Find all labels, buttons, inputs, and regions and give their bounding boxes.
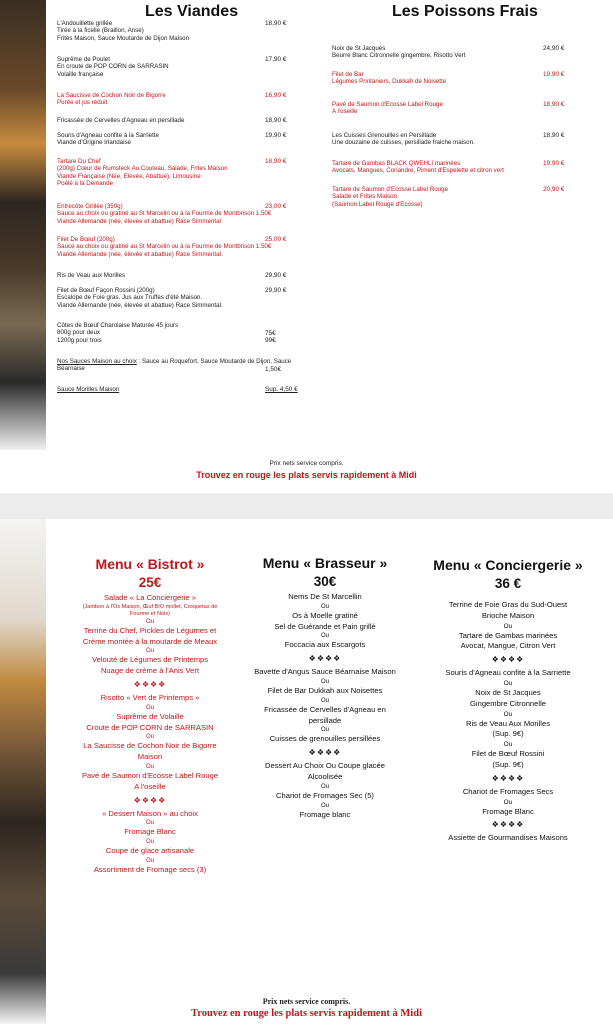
menu-line: Risotto « Vert de Printemps » xyxy=(100,692,200,702)
menu-page-carte xyxy=(0,0,613,493)
viande-item-name: Côtes de Bœuf Charolaise Maturée 45 jours xyxy=(57,322,179,329)
cote-boeuf-price: 75€ xyxy=(265,330,276,337)
menu-line: Ou xyxy=(320,678,329,685)
section-divider: ❖❖❖❖ xyxy=(491,655,525,665)
menu-line: Ou xyxy=(503,798,513,806)
poisson-item-name: Les Cuisses Grenouilles en Persillade xyxy=(332,132,437,139)
footer-red-note: Trouvez en rouge les plats servis rapidement à Midi xyxy=(196,470,417,480)
viande-item-desc: Viande d'Origine Irlandaise xyxy=(57,139,131,147)
menu-line: Dessert Au Choix Ou Coupe glacée xyxy=(265,761,385,771)
viande-item xyxy=(57,92,166,107)
menu-line: Ou xyxy=(145,648,154,655)
poisson-item-desc: Une douzaine de cuisses, persillade fraiche maison. xyxy=(332,139,475,147)
menu-line: Chariot de Fromages Secs xyxy=(462,786,554,796)
menu-line: Ou xyxy=(320,802,329,809)
viande-item-desc: Frites Maison, Sauce Moutarde de Dijon Maison xyxy=(57,34,190,42)
menu-line: persillade xyxy=(308,715,342,725)
menu-line: Terrine de Foie Gras du Sud-Ouest xyxy=(448,600,568,609)
viande-item-desc: Viande Française (Née, Elevée, Abattue), Limousine xyxy=(57,172,201,180)
poisson-item-price: 20,90 € xyxy=(543,186,565,193)
menu-line: Ou xyxy=(503,679,513,687)
menu-line: Ou xyxy=(503,622,513,630)
viande-item-price: 29,90 € xyxy=(265,287,287,294)
viande-item-desc: 800g pour deux xyxy=(57,329,101,337)
viande-item xyxy=(57,158,228,188)
viande-item-price: 16,90 € xyxy=(265,92,287,99)
viande-item xyxy=(57,132,159,147)
viande-item-desc: En croute de POP CORN de SARRASIN xyxy=(57,63,169,71)
menu-line: Pavé de Saumon d'Ecosse Label Rouge xyxy=(81,770,219,780)
viande-item-desc: Viande Allemande (née, élevée et abattue) Race Simmental. xyxy=(57,250,223,258)
poisson-item-desc: A l'oseille xyxy=(332,108,358,116)
menu-line: Ou xyxy=(145,734,154,741)
poisson-item-desc: (Saumon Label Rouge d'Ecosse) xyxy=(332,200,423,208)
menu-brasseur-title: Menu « Brasseur » xyxy=(262,555,388,571)
menu-line: Avocat, Mangue, Citron Vert xyxy=(460,641,556,651)
menu-line: Ou xyxy=(145,763,154,770)
viande-item-name: Tartare Du Chef xyxy=(57,158,101,165)
viande-item-name: Entrecôte Grillée (350g) xyxy=(57,203,123,210)
poisson-item xyxy=(332,186,448,208)
menu-line: Os à Moelle gratiné xyxy=(292,610,358,620)
menu-line: Gingembre Citronnelle xyxy=(470,698,546,708)
menu-line: Ou xyxy=(320,603,329,610)
viande-item-name: Suprême de Poulet xyxy=(57,56,110,63)
menu-line: Assiette de Gourmandises Maisons xyxy=(448,833,568,843)
footer-note: Prix nets service compris. xyxy=(269,460,344,467)
poisson-item-price: 19,90 € xyxy=(543,71,565,78)
viande-item-desc: Escalope de Foie gras. Jus aux Truffes d'été Maison. xyxy=(57,294,203,302)
menu-line: Souris d'Agneau confite à la Sarriette xyxy=(445,668,571,678)
menu-line: Fricassée de Cervelles d'Agneau en xyxy=(264,704,386,714)
viande-item-price: 17,90 € xyxy=(265,56,287,63)
viande-item-desc: Volaille française xyxy=(57,70,104,78)
poisson-item-name: Pavé de Saumon d'Ecosse Label Rouge xyxy=(332,101,443,108)
poisson-item-name: Tartare de Gambas BLACK QWEHLI marinées xyxy=(332,160,461,167)
viande-item-price: 29,90 € xyxy=(265,272,287,279)
menu-line: La Saucisse de Cochon Noir de Bigorre xyxy=(83,741,217,751)
menu-line: Ou xyxy=(145,618,154,625)
menu-line: Nems De St Marcellin xyxy=(288,592,362,601)
viande-item xyxy=(57,20,189,42)
viande-item-desc: Poêlé à la Demande xyxy=(57,180,114,188)
food-photo-strip xyxy=(0,0,46,450)
viande-item-desc: Purée et jus réduit xyxy=(57,99,108,107)
menu-line: Ou xyxy=(145,839,154,846)
poisson-item xyxy=(332,101,443,116)
poisson-item xyxy=(332,45,465,60)
section-divider: ❖❖❖❖ xyxy=(308,654,342,664)
menu-line: Filet de Bar Dukkah aux Noisettes xyxy=(267,685,383,695)
poisson-item-price: 18,90 € xyxy=(543,132,565,139)
menu-line: Ou xyxy=(145,820,154,827)
viande-item-name: Fricassée de Cervelles d'Agneau en persillade xyxy=(57,117,185,124)
menu-line: Cuisses de grenouilles persillées xyxy=(269,734,381,744)
viande-item xyxy=(57,272,125,279)
menu-line: Salade « La Conciergerie » xyxy=(103,593,197,602)
menu-line: (Jambon à l'Os Maison, Œuf BIO mollet, Croquetas de xyxy=(82,603,218,610)
viandes-title: Les Viandes xyxy=(145,3,239,20)
menu-conciergerie-price: 36 € xyxy=(494,576,522,591)
menu-brasseur xyxy=(235,555,415,820)
poisson-item-name: Noix de St Jacques xyxy=(332,45,386,52)
menu-line: Alcoolisée xyxy=(307,771,343,781)
poisson-item-desc: Avocats, Mangues, Coriandre, Piment d'Espelette et citron vert xyxy=(332,167,504,175)
viande-item-name: Filet de Bœuf Façon Rossini (200g) xyxy=(57,287,155,294)
morilles-line: Sauce Morilles Maison xyxy=(57,386,120,393)
poisson-item-price: 18,90 € xyxy=(543,101,565,108)
menu-conciergerie-title: Menu « Conciergerie » xyxy=(433,557,583,573)
viande-item-price: 25,00 € xyxy=(265,236,287,243)
menu-line: Fromage Blanc xyxy=(482,806,534,816)
footer-red-note: Trouvez en rouge les plats servis rapidement à Midi xyxy=(191,1008,422,1019)
menu-line: Filet de Bœuf Rossini xyxy=(471,749,545,759)
section-divider: ❖❖❖❖ xyxy=(308,748,342,758)
menu-line: Velouté de Légumes de Printemps xyxy=(91,655,209,665)
viande-item-name: Filet De Bœuf (200g) xyxy=(57,236,115,243)
page-separator xyxy=(0,493,613,519)
viande-item-desc: Tirée à la ficelle (Braillon, Anse) xyxy=(57,27,144,35)
viande-item xyxy=(57,287,223,309)
viande-item-name: La Saucisse de Cochon Noir de Bigorre xyxy=(57,92,166,99)
menu-brasseur-price: 30€ xyxy=(313,574,337,589)
menu-line: Ou xyxy=(145,704,154,711)
menu-line: Fromage Blanc xyxy=(124,827,176,837)
section-divider: ❖❖❖❖ xyxy=(491,820,525,830)
poisson-item xyxy=(332,71,446,86)
viande-item-price: 23,00 € xyxy=(265,203,287,210)
menu-line: Suprême de Volaille xyxy=(116,711,184,721)
menu-line: Ou xyxy=(320,633,329,640)
menu-line: Ou xyxy=(503,710,513,718)
menu-line: Ou xyxy=(320,727,329,734)
viande-item-price: 18,90 € xyxy=(265,117,287,124)
menu-line: Coupe de glace artisanale xyxy=(105,846,195,856)
poisson-item xyxy=(332,132,475,147)
viande-item-price: 18,90 € xyxy=(265,20,287,27)
menu-bistrot-title: Menu « Bistrot » xyxy=(95,556,205,572)
viande-item-desc: Sauce au choix ou gratiné au St Marcelin ou à la Fourme de Montbrison 1.50€ xyxy=(57,243,272,251)
viande-item-desc: Sauce au choix ou gratiné au St Marcelin ou à la Fourme de Montbrison 1.50€ xyxy=(57,210,272,218)
menu-bistrot-price: 25€ xyxy=(138,575,162,590)
menu-line: Ou xyxy=(503,741,513,749)
menu-line: (Sup. 9€) xyxy=(492,759,524,769)
poisson-item xyxy=(332,160,504,175)
menu-line: Brioche Maison xyxy=(481,610,535,620)
viande-item xyxy=(57,203,271,225)
viande-item-desc: Viande Allemande (née, élevée et abattue) Race Simmental. xyxy=(57,301,223,309)
menu-line: « Dessert Maison » au choix xyxy=(102,808,198,818)
menu-line: Fourme et Noix) xyxy=(129,610,171,617)
food-photo-strip xyxy=(0,519,46,1024)
viande-item-price: 18,90 € xyxy=(265,158,287,165)
poisson-item-desc: Légumes Printaniers, Dukkah de Noisette xyxy=(332,78,447,86)
menu-line: Sel de Guérande et Pain grillé xyxy=(274,621,376,631)
viande-item xyxy=(57,117,184,124)
viande-item-name: Souris d'Agneau confite à la Sarriette xyxy=(57,132,159,139)
sauces-line: Nos Sauces Maison au choix : Sauce au Roquefort, Sauce Moutarde de Dijon, Sauce Béarnaise xyxy=(57,358,292,373)
menu-line: Ou xyxy=(320,697,329,704)
viande-item-price: 19,90 € xyxy=(265,132,287,139)
menu-line: Fromage blanc xyxy=(299,809,351,819)
menu-line: A l'oseille xyxy=(134,781,166,791)
poissons-title: Les Poissons Frais xyxy=(392,3,538,20)
viande-item-desc: 1200g pour trois xyxy=(57,336,102,344)
menu-line: Terrine du Chef, Pickles de Légumes et xyxy=(83,625,217,635)
menu-page-formules xyxy=(0,519,613,1024)
menu-line: (Sup. 9€) xyxy=(492,729,524,739)
viande-item xyxy=(57,322,178,344)
menu-line: Tartare de Gambas marinées xyxy=(458,630,558,640)
poisson-item-desc: Beurre Blanc Citronnelle gingembre, Risotto Vert xyxy=(332,52,466,60)
menu-line: Assortiment de Fromage secs (3) xyxy=(93,864,207,874)
morilles-price: Sup. 4,50 € xyxy=(265,386,298,393)
menu-line: Noix de St Jacques xyxy=(475,687,541,697)
viande-item-desc: Viande Allemande (née, élevée et abattue) Race Simmental xyxy=(57,217,221,225)
poisson-item-price: 24,90 € xyxy=(543,45,565,52)
menu-conciergerie xyxy=(410,557,606,844)
menu-line: Bavette d'Angus Sauce Béarnaise Maison xyxy=(254,667,396,677)
poisson-item-name: Tartare de Saumon d'Ecosse Label Rouge xyxy=(332,186,449,193)
section-divider: ❖❖❖❖ xyxy=(133,795,167,805)
menu-bistrot xyxy=(60,556,240,876)
footer-note: Prix nets service compris. xyxy=(262,997,351,1006)
cote-boeuf-price: 99€ xyxy=(265,337,276,345)
menu-line: Ou xyxy=(320,783,329,790)
menu-line: Nuage de crème à l'Anis Vert xyxy=(100,666,200,676)
section-divider: ❖❖❖❖ xyxy=(491,773,525,783)
menu-line: Crème montée à la moutarde de Meaux xyxy=(82,636,218,646)
viande-item-desc: (200g) Cœur de Rumsteck Au Couteau, Salade, Frites Maison xyxy=(57,165,228,173)
menu-line: Maison xyxy=(137,752,163,762)
section-divider: ❖❖❖❖ xyxy=(133,679,167,689)
viande-item xyxy=(57,236,271,258)
menu-line: Ris de Veau Aux Morilles xyxy=(466,718,550,728)
menu-line: Foccacia aux Escargots xyxy=(284,640,366,650)
poisson-item-price: 19,90 € xyxy=(543,160,565,167)
sauces-price: 1,50€ xyxy=(265,366,281,373)
menu-line: Ou xyxy=(145,857,154,864)
viande-item-name: L'Andouillette grillée xyxy=(57,20,113,27)
poisson-item-desc: Salade et Frites Maison xyxy=(332,193,397,201)
poisson-item-name: Filet de Bar xyxy=(332,71,364,78)
viande-item xyxy=(57,56,169,78)
menu-line: Chariot de Fromages Sec (5) xyxy=(276,790,374,800)
viande-item-name: Ris de Veau aux Morilles xyxy=(57,272,126,279)
menu-line: Croute de POP CORN de SARRASIN xyxy=(86,722,214,732)
